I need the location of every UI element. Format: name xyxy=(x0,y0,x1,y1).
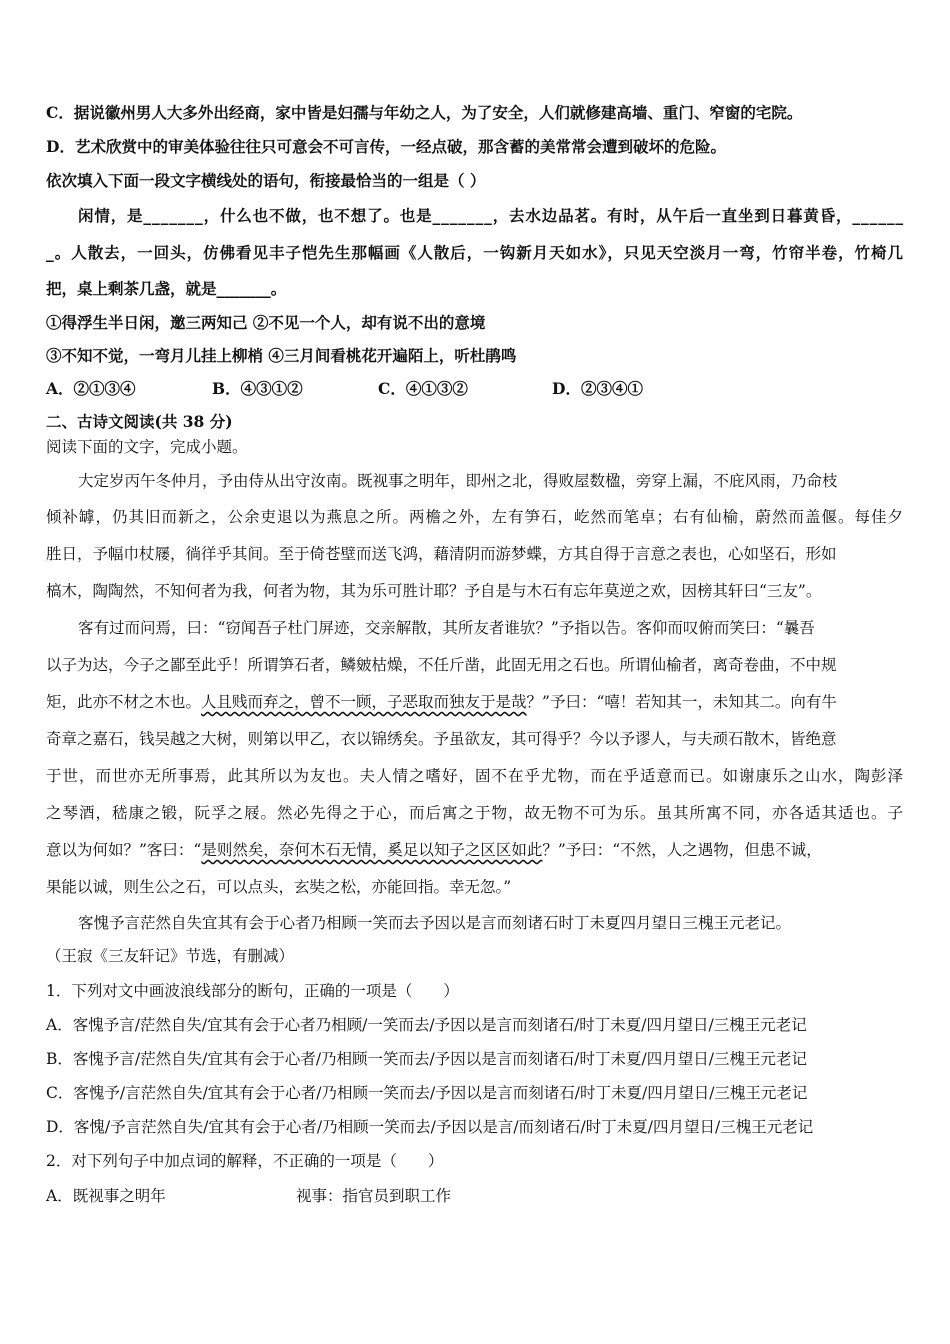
reading-instruction: 阅读下面的文字，完成小题。 xyxy=(46,438,248,456)
passage-p2-line-8: 果能以诚，则生公之石，可以点头，玄奘之松，亦能回指。幸无忽。” xyxy=(46,878,512,896)
fill-passage-line-3: 把，桌上剩茶几盏，就是_______。 xyxy=(46,279,287,298)
question-2-stem: 2．对下列句子中加点词的解释，不正确的一项是（ ） xyxy=(46,1152,444,1170)
question-2-option-a[interactable] xyxy=(46,1186,451,1206)
fill-options-row xyxy=(46,379,643,399)
passage-p2-line-6: 之琴酒，嵇康之锻，阮孚之屐。然必先得之于心，而后寓之于物，故无物不可为乐。虽其所寓不同，亦各适其适也。子 xyxy=(46,804,905,822)
wavy-underlined-sentence-2: 是则然矣，奈何木石无情，奚足以知子之区区如此 xyxy=(201,841,543,859)
passage-p1-line-4: 槁木，陶陶然，不知何者为我，何者为物，其为乐可胜计耶？予自是与木石有忘年莫逆之欢，因榜其轩曰“三友”。 xyxy=(46,582,822,600)
passage-p1-line-3: 胜日，予幅巾杖屦，徜徉乎其间。至于倚苍壁而送飞鸿，藉清阴而游梦蝶，方其自得于言意之表也，心如坚石，形如 xyxy=(46,545,837,563)
p2-line3-post: ？”予曰：“嘻！若知其一，未知其二。向有牛 xyxy=(526,693,837,711)
passage-p2-line-7 xyxy=(46,840,822,860)
section-2-heading: 二、古诗文阅读(共 38 分) xyxy=(46,412,233,431)
fill-passage-line-1: 闲情，是_______，什么也不做，也不想了。也是_______，去水边品茗。有时，从午后一直坐到日暮黄昏，______ xyxy=(78,206,905,225)
p2-line3-pre: 矩，此亦不材之木也。 xyxy=(46,693,202,711)
question-1-option-b[interactable]: B．客愧予言/茫然自失/宜其有会于心者/乃相顾一笑而去/予因以是言而刻诸石/时丁未夏/四月望日/三槐王元老记 xyxy=(46,1050,807,1068)
passage-p1-line-2: 倾补罅，仍其旧而新之，公余吏退以为燕息之所。两檐之外，左有笋石，屹然而笔卓；右有仙榆，蔚然而盖偃。每佳夕 xyxy=(46,508,905,526)
question-1-stem: 1．下列对文中画波浪线部分的断句，正确的一项是（ ） xyxy=(46,982,459,1000)
passage-source: （王寂《三友轩记》节选，有删减） xyxy=(46,947,295,965)
fill-option-a[interactable]: A．②①③④ xyxy=(46,379,136,398)
passage-p1-line-1: 大定岁丙午冬仲月，予由侍从出守汝南。既视事之明年，即州之北，得败屋数楹，旁穿上漏，不庇风雨，乃命枝 xyxy=(78,472,838,490)
fill-passage-line-2: _。人散去，一回头，仿佛看见丰子恺先生那幅画《人散后，一钩新月天如水》，只见天空淡月一弯，竹帘半卷，竹椅几 xyxy=(46,243,905,262)
passage-p2-line-3 xyxy=(46,692,837,712)
question-2-option-a-gloss: 视事：指官员到职工作 xyxy=(296,1187,452,1205)
fill-question-stem: 依次填入下面一段文字横线处的语句，衔接最恰当的一组是（ ） xyxy=(46,171,486,190)
fill-option-c[interactable]: C．④①③② xyxy=(378,379,468,398)
fill-items-line-1: ①得浮生半日闲，邀三两知己 ②不见一个人，却有说不出的意境 xyxy=(46,313,486,332)
p2-line7-pre: 意以为何如？”客曰：“ xyxy=(46,841,202,859)
fill-items-line-2: ③不知不觉，一弯月儿挂上柳梢 ④三月间看桃花开遍陌上，听杜鹃鸣 xyxy=(46,346,517,365)
passage-p2-line-2: 以子为达，今子之鄙至此乎！所谓笋石者，鳞皴枯燥，不任斤凿，此固无用之石也。所谓仙榆者，离奇卷曲，不中规 xyxy=(46,656,837,674)
passage-p2-line-5: 于世，而世亦无所事焉，此其所以为友也。夫人情之嗜好，固不在乎尤物，而在乎适意而已。如谢康乐之山水，陶彭泽 xyxy=(46,767,905,785)
passage-p3-unpunctuated: 客愧予言茫然自失宜其有会于心者乃相顾一笑而去予因以是言而刻诸石时丁未夏四月望日三槐王元老记。 xyxy=(78,914,792,932)
passage-p2-line-4: 奇章之嘉石，钱吴越之大树，则第以甲乙，衣以锦绣矣。予虽欲友，其可得乎？今以予谬人，与夫顽石散木，皆绝意 xyxy=(46,730,837,748)
passage-p2-line-1: 客有过而问焉，曰：“窃闻吾子杜门屏迹，交亲解散，其所友者谁欤？”予指以告。客仰而叹俯而笑曰：“曩吾 xyxy=(78,619,815,637)
option-d-line: D．艺术欣赏中的审美体验往往只可意会不可言传，一经点破，那含蓄的美常常会遭到破坏的危险。 xyxy=(46,137,726,156)
p2-line7-post: ？”予曰：“不然，人之遇物，但患不诚， xyxy=(542,841,822,859)
question-1-option-d[interactable]: D．客愧/予言茫然自失/宜其有会于心者/乃相顾一笑而去/予因以是言/而刻诸石/时丁未夏/四月望日/三槐王元老记 xyxy=(46,1118,814,1136)
fill-option-b[interactable]: B．④③①② xyxy=(212,379,303,398)
question-1-option-c[interactable]: C．客愧予/言茫然自失/宜其有会于心者/乃相顾一笑而去/予因以是言而刻诸石/时丁未夏/四月望日/三槐王元老记 xyxy=(46,1084,808,1102)
question-1-option-a[interactable]: A．客愧予言/茫然自失/宜其有会于心者乃相顾/一笑而去/予因以是言而刻诸石/时丁未夏/四月望日/三槐王元老记 xyxy=(46,1016,807,1034)
option-c-line: C．据说徽州男人大多外出经商，家中皆是妇孺与年幼之人，为了安全，人们就修建高墙、重门、窄窗的宅院。 xyxy=(46,103,803,122)
fill-option-d[interactable]: D．②③④① xyxy=(552,379,643,398)
wavy-underlined-sentence-1: 人且贱而弃之，曾不一顾，子恶取而独友于是哉 xyxy=(201,693,527,711)
question-2-option-a-text: A．既视事之明年 xyxy=(46,1187,166,1205)
